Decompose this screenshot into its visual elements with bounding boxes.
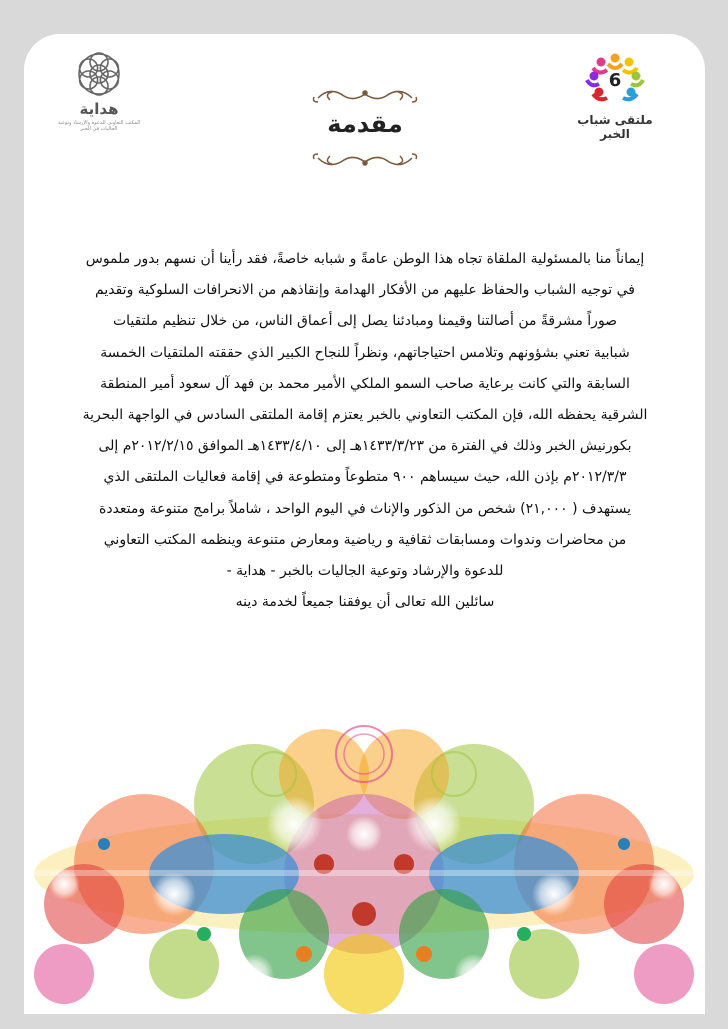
people-circle-icon [565, 50, 665, 112]
text-line: بكورنيش الخبر وذلك في الفترة من ١٤٣٣/٣/٢٣هـ إلى ١٤٣٣/٤/١٠هـ الموافق ٢٠١٢/٢/١٥م إلى [98, 438, 632, 455]
brand-number: 6 [608, 70, 622, 91]
text-line: صوراً مشرقةً من أصالتنا وقيمنا ومبادئنا يصل إلى أعماق الناس، من خلال تنظيم ملتقيات [112, 313, 618, 330]
scroll-ornament-icon [310, 150, 420, 172]
brand-name: ملتقى شباب الخبر [577, 113, 653, 141]
title-block [310, 84, 420, 174]
text-line: للدعوة والإرشاد وتوعية الجاليات بالخبر - هداية - [226, 562, 504, 579]
text-line: السابقة والتي كانت برعاية صاحب السمو الملكي الأمير محمد بن فهد آل سعود أمير المنطقة [100, 375, 630, 392]
youth-forum-logo [565, 50, 665, 141]
text-line: سائلين الله تعالى أن يوفقنا جميعاً لخدمة دينه [235, 594, 495, 611]
org-name: هداية [79, 100, 119, 118]
scroll-ornament-icon [310, 84, 420, 106]
org-subtitle: المكتب التعاوني للدعوة والإرشاد وتوعية الجاليات في الخبر [57, 120, 141, 132]
text-line: الشرقية يحفظه الله، فإن المكتب التعاوني بالخبر يعتزم إقامة الملتقى السادس في الواجهة البحرية [82, 406, 648, 423]
text-line: شبابية تعني بشؤونهم وتلامس احتياجاتهم، ونظراً للنجاح الكبير الذي حققته الملتقيات الخمسة [100, 344, 630, 361]
page-title: مقدمة [327, 110, 403, 138]
text-line: من محاضرات وندوات ومسابقات ثقافية و رياضية ومعارض متنوعة وينظمه المكتب التعاوني [103, 531, 627, 548]
text-line: في توجيه الشباب والحفاظ عليهم من الأفكار الهدامة وإنقاذهم من الانحرافات السلوكية وتقديم [95, 282, 635, 299]
text-line: إيماناً منا بالمسئولية الملقاة تجاه هذا الوطن عامةً و شبابه خاصةً، فقد رأينا أن نسهم بدور ملموس [85, 251, 645, 267]
document-page [24, 34, 705, 1014]
intro-paragraph [38, 244, 692, 618]
text-line: ٢٠١٢/٣/٣م بإذن الله، حيث سيساهم ٩٠٠ متطوعاً ومتطوعة في إقامة فعاليات الملتقى الذي [103, 469, 627, 486]
flower-pattern-icon [54, 48, 144, 100]
hidaya-logo [54, 48, 144, 138]
text-line: يستهدف ( ٢١,٠٠٠) شخص من الذكور والإناث في اليوم الواحد ، شاملاً برامج متنوعة ومتعددة [99, 500, 631, 517]
decorative-bubbles [24, 724, 705, 1014]
